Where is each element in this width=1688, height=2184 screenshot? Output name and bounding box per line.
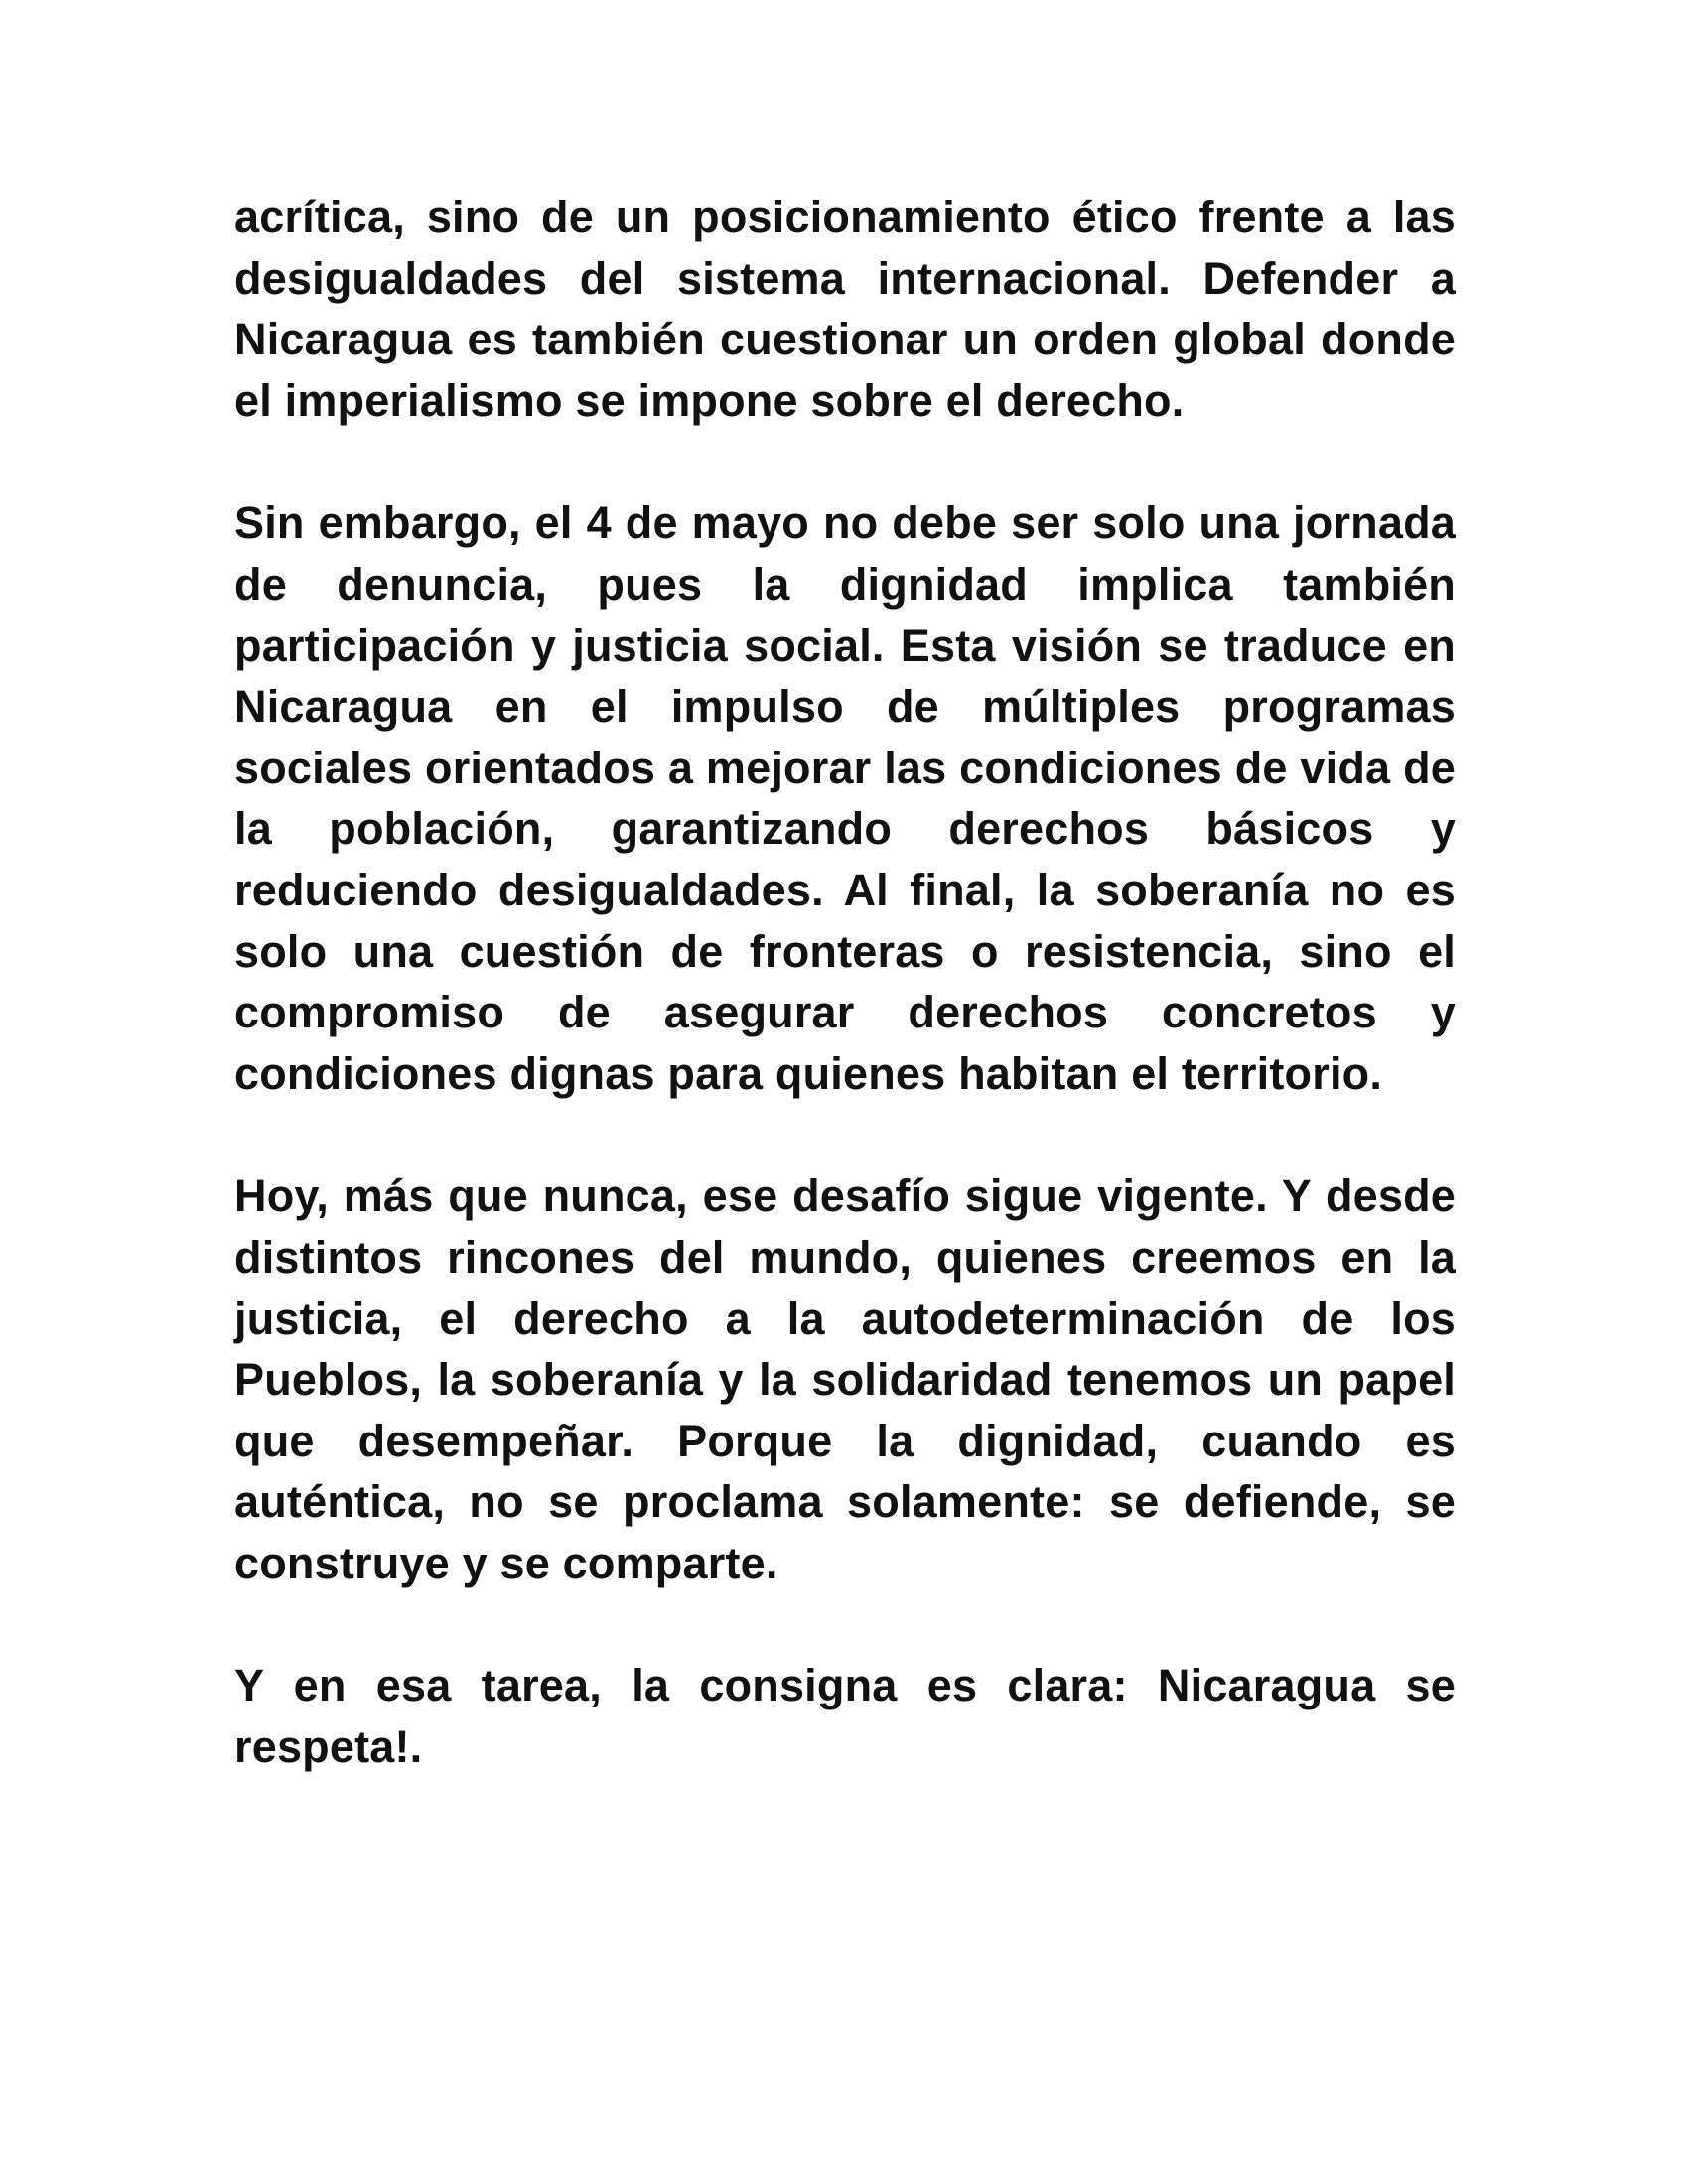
- paragraph-2: Sin embargo, el 4 de mayo no debe ser solo una jornada de denuncia, pues la dignidad implica también participación y justicia social. Esta visión se traduce en Nicaragua en el impulso de múltiples programas sociales orientados a mejorar las condiciones de vida de la población, garantizando derechos básicos y reduciendo desigualdades. Al final, la soberanía no es solo una cuestión de fronteras o resistencia, sino el compromiso de asegurar derechos concretos y condiciones dignas para quienes habitan el territorio.: [234, 497, 1456, 1099]
- document-body: [234, 187, 1456, 1778]
- paragraph-4: Y en esa tarea, la consigna es clara: Nicaragua se respeta!.: [234, 1660, 1456, 1773]
- paragraph-1: acrítica, sino de un posicionamiento ético frente a las desigualdades del sistema internacional. Defender a Nicaragua es también cuestionar un orden global donde el imperialismo se impone sobre el derecho.: [234, 192, 1456, 426]
- paragraph-3: Hoy, más que nunca, ese desafío sigue vigente. Y desde distintos rincones del mundo, quienes creemos en la justicia, el derecho a la autodeterminación de los Pueblos, la soberanía y la solidaridad tenemos un papel que desempeñar. Porque la dignidad, cuando es auténtica, no se proclama solamente: se defiende, se construye y se comparte.: [234, 1170, 1456, 1588]
